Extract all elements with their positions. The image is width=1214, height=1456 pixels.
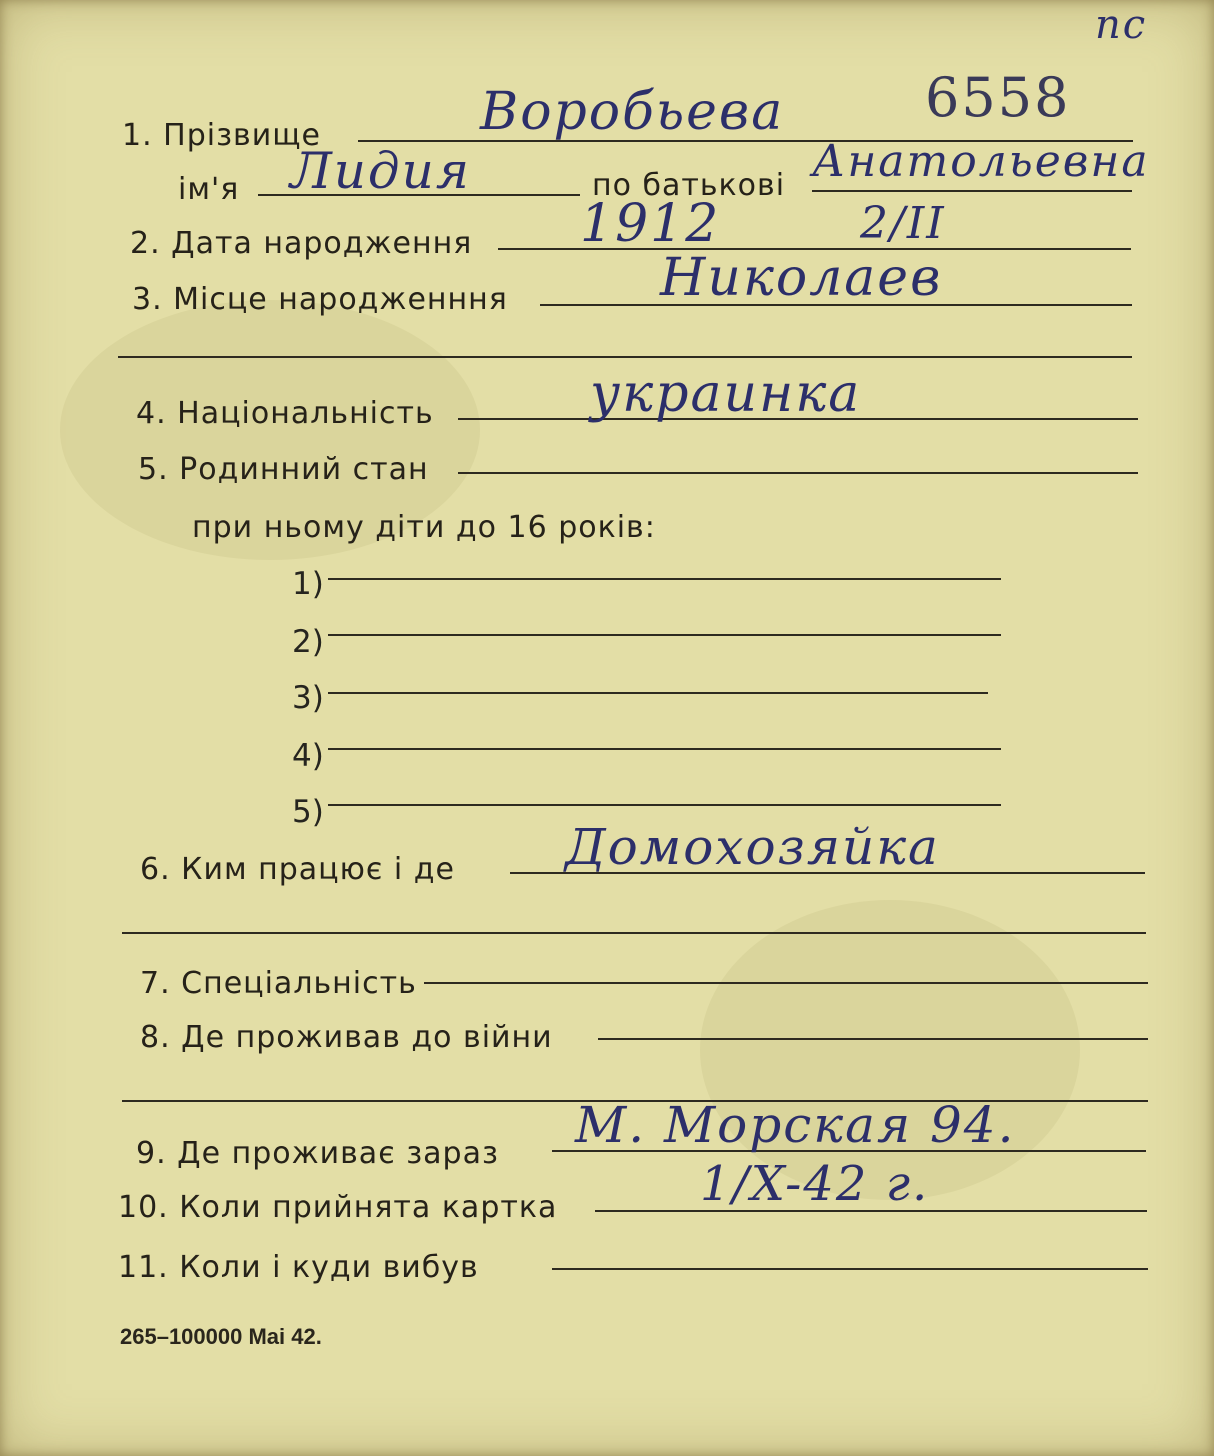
departed-label: 11. Коли і куди вибув bbox=[118, 1250, 479, 1285]
current-residence-label: 9. Де проживає зараз bbox=[136, 1136, 499, 1171]
children-label: при ньому діти до 16 років: bbox=[192, 510, 656, 545]
child-line bbox=[328, 748, 1001, 750]
child-number: 5) bbox=[292, 794, 324, 830]
occupation-value: Домохозяйка bbox=[565, 818, 940, 876]
occupation-label: 6. Ким працює і де bbox=[140, 852, 455, 887]
child-number: 1) bbox=[292, 566, 324, 602]
birth-date-label: 2. Дата народження bbox=[130, 226, 473, 261]
card-accepted-value: 1/X-42 г. bbox=[700, 1156, 930, 1212]
nationality-value: украинка bbox=[590, 364, 862, 424]
child-line bbox=[328, 578, 1001, 580]
nationality-label: 4. Національність bbox=[136, 396, 434, 431]
birth-place-label: 3. Місце народженння bbox=[132, 282, 508, 317]
patronymic-value: Анатольевна bbox=[812, 136, 1150, 187]
birth-place-value: Николаев bbox=[660, 248, 943, 308]
specialty-label: 7. Спеціальність bbox=[140, 966, 417, 1001]
print-mark: 265–100000 Mai 42. bbox=[120, 1324, 322, 1349]
prewar-residence-label: 8. Де проживав до війни bbox=[140, 1020, 553, 1055]
occupation-extra-line bbox=[122, 932, 1146, 934]
surname-value: Воробьева bbox=[480, 82, 785, 142]
child-line bbox=[328, 634, 1001, 636]
departed-line bbox=[552, 1268, 1148, 1270]
prewar-residence-line bbox=[598, 1038, 1148, 1040]
marital-status-label: 5. Родинний стан bbox=[138, 452, 429, 487]
surname-label: 1. Прізвище bbox=[122, 118, 321, 153]
child-line bbox=[328, 804, 1001, 806]
patronymic-line bbox=[812, 190, 1132, 192]
child-line bbox=[328, 692, 988, 694]
patronymic-label: по батькові bbox=[592, 168, 786, 203]
first-name-value: Лидия bbox=[290, 142, 471, 200]
birth-day-value: 2/II bbox=[860, 198, 946, 249]
specialty-line bbox=[424, 982, 1148, 984]
child-number: 2) bbox=[292, 624, 324, 660]
corner-mark: пс bbox=[1095, 2, 1148, 48]
child-number: 3) bbox=[292, 680, 324, 716]
current-residence-value: М. Морская 94. bbox=[575, 1096, 1016, 1154]
paper-stain bbox=[700, 900, 1080, 1200]
birth-place-extra-line bbox=[118, 356, 1132, 358]
birth-year-value: 1912 bbox=[580, 194, 721, 254]
first-name-label: ім'я bbox=[178, 172, 240, 207]
card-accepted-label: 10. Коли прийнята картка bbox=[118, 1190, 558, 1225]
marital-status-line bbox=[458, 472, 1138, 474]
child-number: 4) bbox=[292, 738, 324, 774]
card-number: 6558 bbox=[925, 66, 1071, 129]
